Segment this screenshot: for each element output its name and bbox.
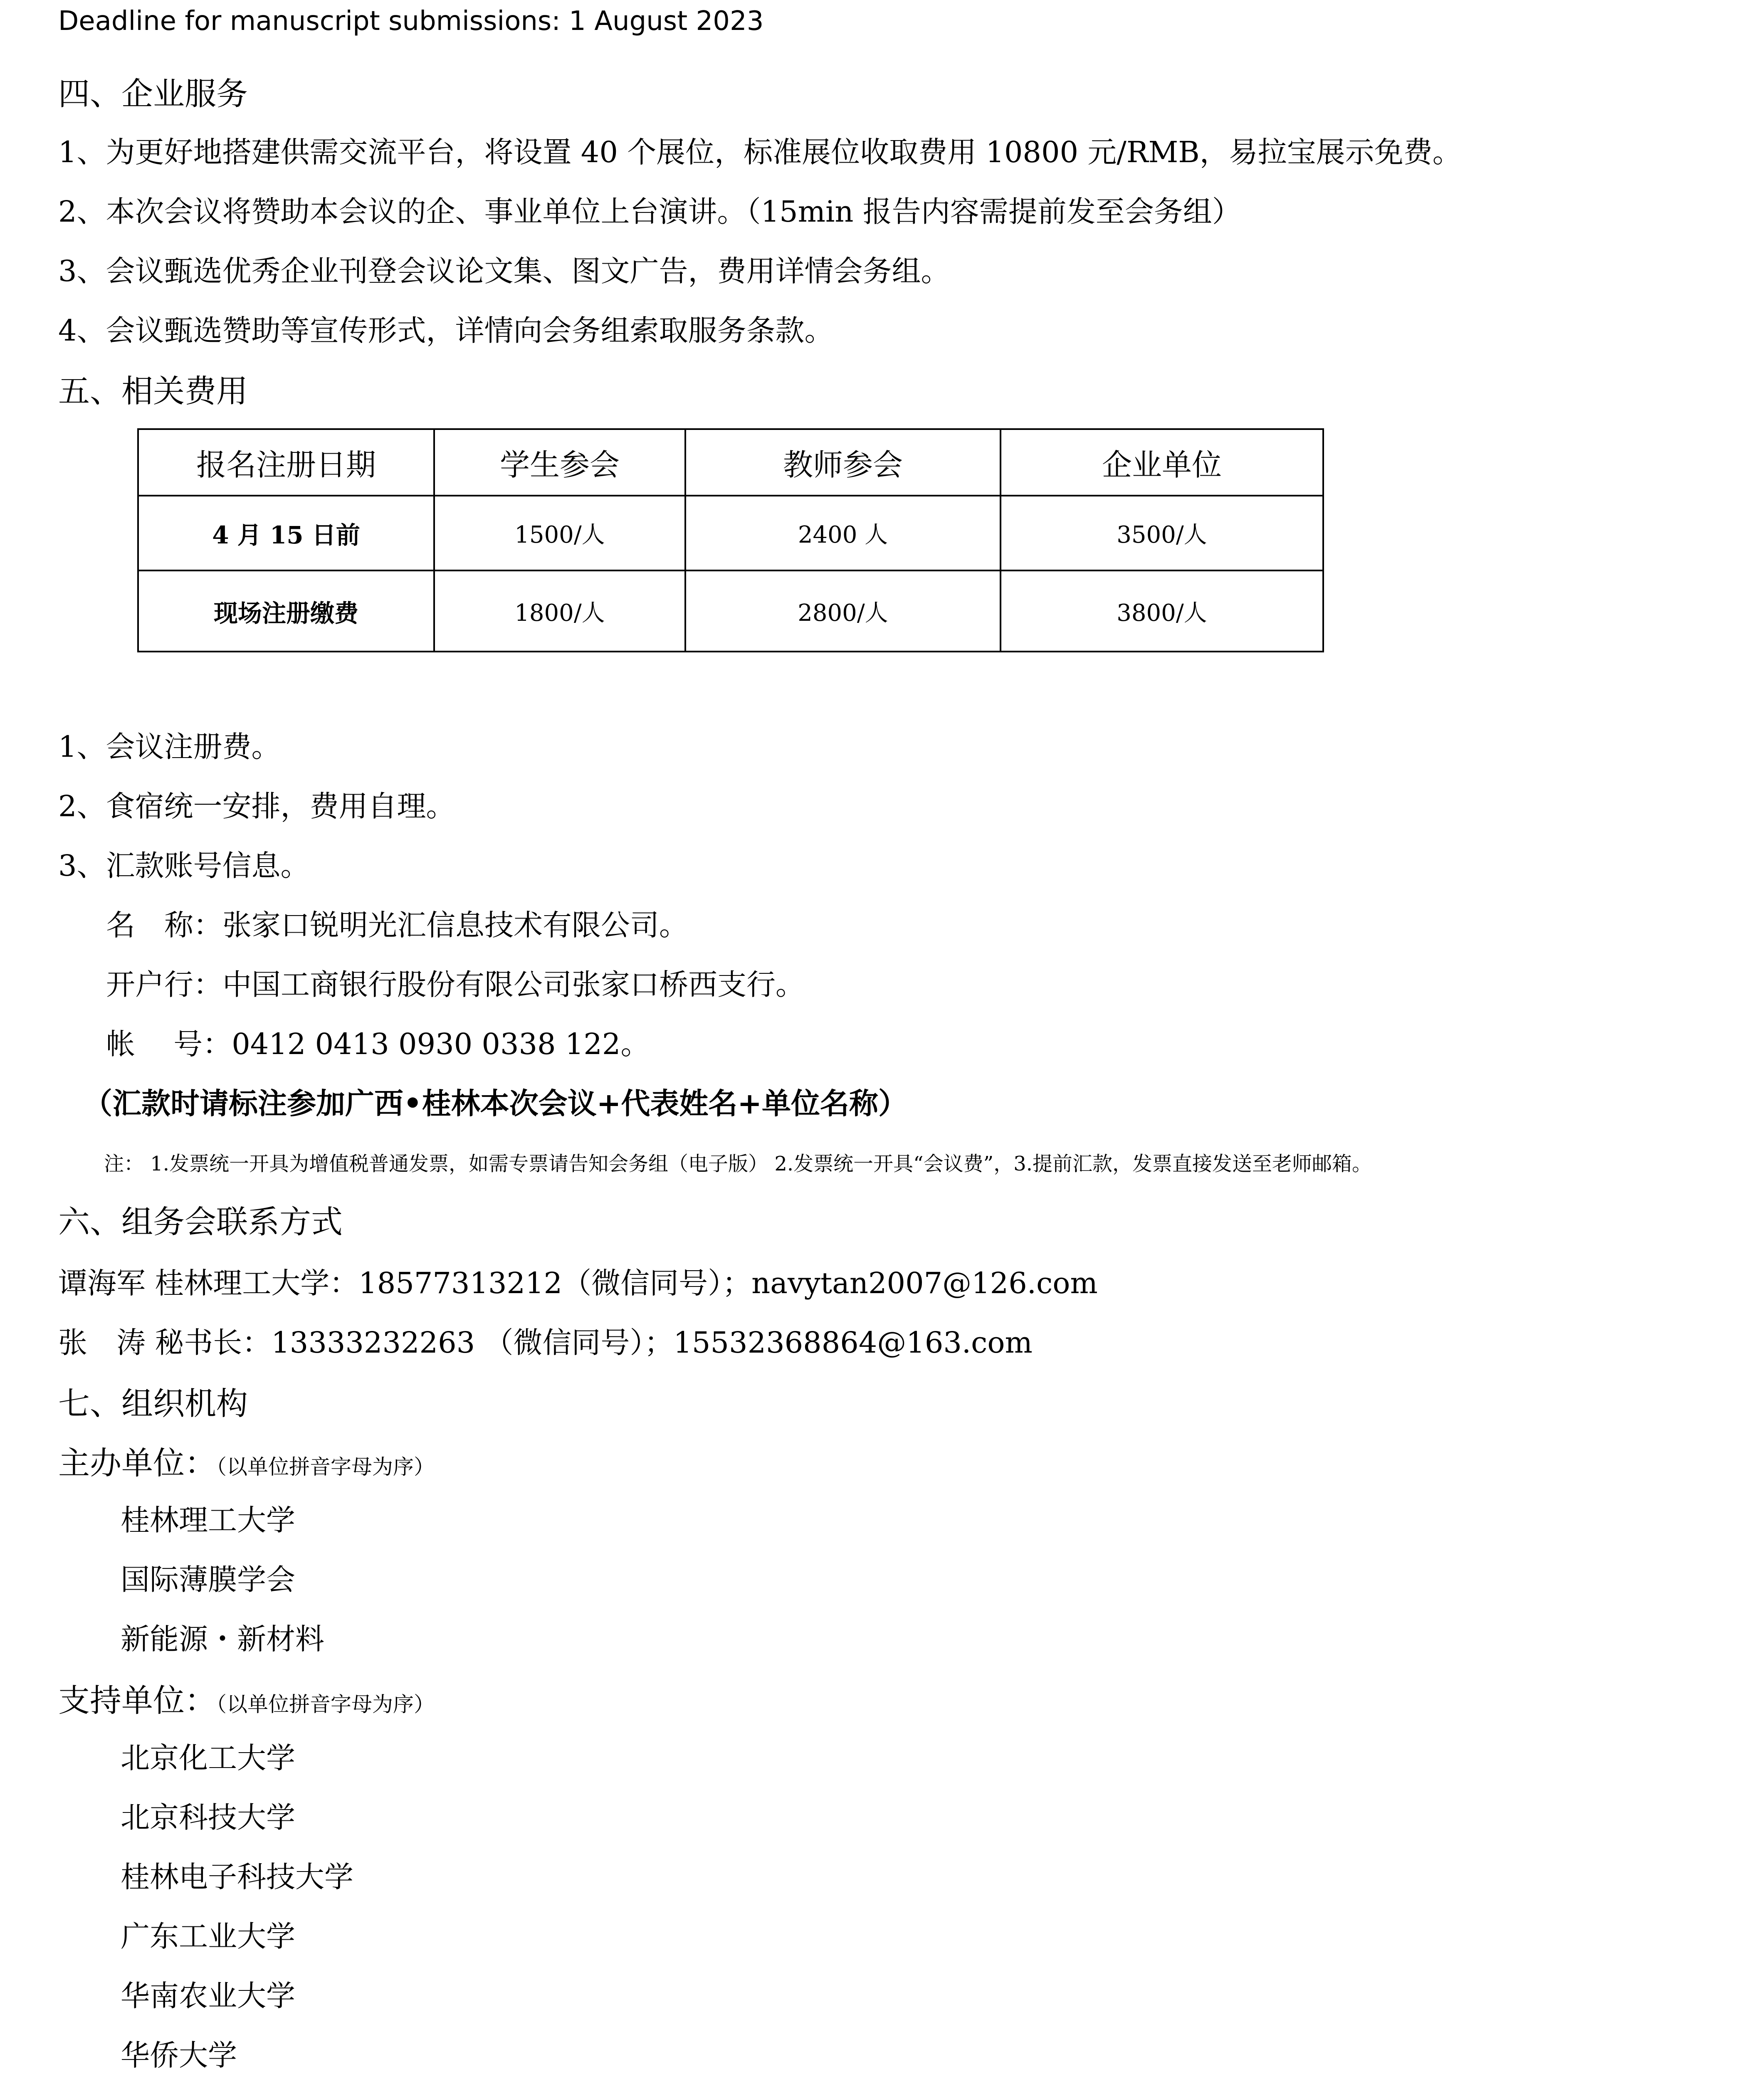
fee-cell-student: 1500/人 <box>434 496 685 570</box>
section-6-title: 六、组务会联系方式 <box>58 1203 343 1240</box>
fee-cell-date: 4 月 15 日前 <box>138 496 434 570</box>
section-7-title: 七、组织机构 <box>58 1385 248 1422</box>
contact-2: 张 涛 秘书长：13333232263 （微信同号）；15532368864@163.com <box>58 1326 1033 1360</box>
fee-header-company: 企业单位 <box>1001 429 1323 496</box>
list-item: 新能源・新材料 <box>121 1622 324 1656</box>
fee-cell-company: 3500/人 <box>1001 496 1323 570</box>
fee-header-date: 报名注册日期 <box>138 429 434 496</box>
support-heading <box>58 1675 435 1721</box>
list-item: 桂林理工大学 <box>121 1503 295 1537</box>
table-row <box>138 570 1323 652</box>
section-5-title: 五、相关费用 <box>58 373 248 410</box>
host-heading <box>58 1438 435 1483</box>
support-order-note: （以单位拼音字母为序） <box>216 1692 435 1716</box>
section-4-title: 四、企业服务 <box>58 75 248 112</box>
fee-cell-date: 现场注册缴费 <box>138 570 434 652</box>
deadline-text: Deadline for manuscript submissions: 1 August 2023 <box>58 6 764 37</box>
host-label: 主办单位： <box>58 1444 216 1481</box>
fee-cell-teacher: 2800/人 <box>685 570 1001 652</box>
section-4-item-2: 2、本次会议将赞助本会议的企、事业单位上台演讲。（15min 报告内容需提前发至会务组） <box>58 195 1241 229</box>
remittance-remark: （汇款时请标注参加广西•桂林本次会议+代表姓名+单位名称） <box>83 1086 908 1121</box>
list-item: 国际薄膜学会 <box>121 1563 295 1597</box>
invoice-note: 注： 1.发票统一开具为增值税普通发票，如需专票请告知会务组（电子版） 2.发票统一开具“会议费”，3.提前汇款，发票直接发送至老师邮箱。 <box>104 1152 1372 1175</box>
fee-table-header-row <box>138 429 1323 496</box>
section-5-item-2: 2、食宿统一安排，费用自理。 <box>58 789 455 823</box>
list-item: 桂林电子科技大学 <box>121 1860 353 1894</box>
account-bank: 开户行：中国工商银行股份有限公司张家口桥西支行。 <box>106 968 805 1002</box>
list-item: 广东工业大学 <box>121 1919 295 1953</box>
contact-1: 谭海军 桂林理工大学：18577313212（微信同号）；navytan2007@126.com <box>58 1266 1098 1300</box>
fee-header-student: 学生参会 <box>434 429 685 496</box>
list-item: 华南农业大学 <box>121 1979 295 2013</box>
section-4-item-3: 3、会议甄选优秀企业刊登会议论文集、图文广告，费用详情会务组。 <box>58 254 950 288</box>
fee-cell-student: 1800/人 <box>434 570 685 652</box>
section-5-item-3: 3、汇款账号信息。 <box>58 849 310 883</box>
host-order-note: （以单位拼音字母为序） <box>216 1455 435 1479</box>
table-row <box>138 496 1323 570</box>
section-4-item-1: 1、为更好地搭建供需交流平台，将设置 40 个展位，标准展位收取费用 10800 元/RMB，易拉宝展示免费。 <box>58 135 1462 169</box>
fee-cell-teacher: 2400 人 <box>685 496 1001 570</box>
account-name: 名 称：张家口锐明光汇信息技术有限公司。 <box>106 908 688 942</box>
list-item: 华侨大学 <box>121 2038 237 2072</box>
section-5-item-1: 1、会议注册费。 <box>58 730 281 764</box>
account-number: 帐 号：0412 0413 0930 0338 122。 <box>106 1027 650 1061</box>
list-item: 北京科技大学 <box>121 1800 295 1835</box>
section-4-item-4: 4、会议甄选赞助等宣传形式，详情向会务组索取服务条款。 <box>58 314 834 348</box>
fee-table <box>137 428 1324 652</box>
fee-header-teacher: 教师参会 <box>685 429 1001 496</box>
support-label: 支持单位： <box>58 1682 216 1719</box>
list-item: 北京化工大学 <box>121 1741 295 1775</box>
fee-cell-company: 3800/人 <box>1001 570 1323 652</box>
